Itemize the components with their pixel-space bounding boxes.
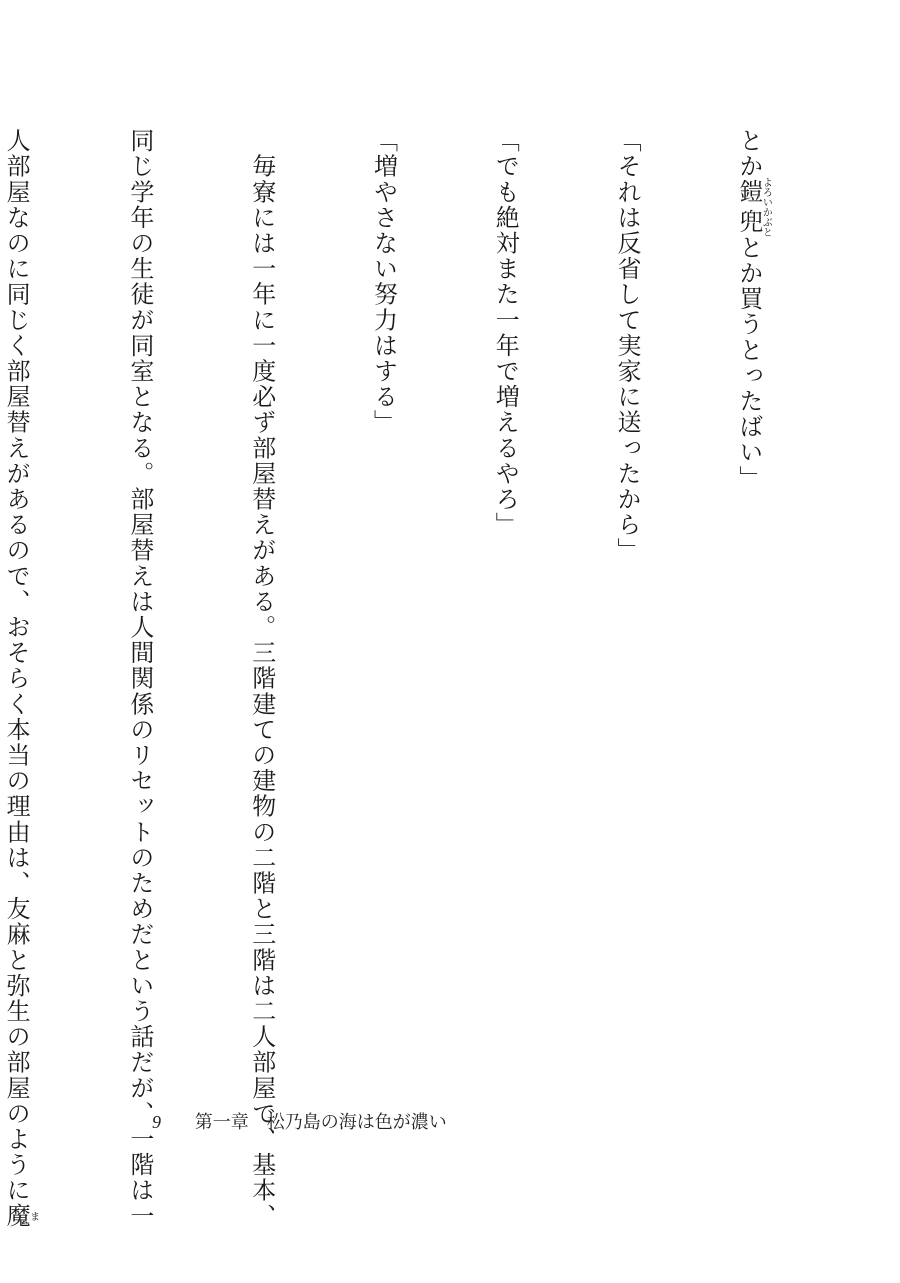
text-line: [728, 128, 771, 1058]
chapter-title: 第一章 松乃島の海は色が濃い: [194, 1112, 447, 1133]
page-footer: [152, 1108, 447, 1134]
text-line: 「でも絶対また一年で増えるやろ」: [491, 128, 520, 538]
ruby-ma: [2, 1203, 39, 1229]
ruby-base: 魔: [2, 1203, 31, 1229]
text-line: [0, 128, 39, 1229]
ruby-reading: よろいかぶと: [760, 177, 772, 238]
text-line: 毎寮には一年に一度必ず部屋替えがある。三階建ての建物の二階と三階は二人部屋で、基本、: [247, 128, 276, 1229]
text-line: 「それは反省して実家に送ったから」: [613, 128, 642, 564]
text-segment: とか: [734, 128, 763, 180]
ruby-reading: ま: [27, 1203, 39, 1229]
text-segment: 人部屋なのに同じく部屋替えがあるので、おそらく本当の理由は、友麻と弥生の部屋のように: [2, 128, 31, 1204]
ruby-yoroikabuto: [734, 177, 772, 238]
text-line: 「増やさない努力はする」: [369, 128, 398, 436]
page-number: 9: [152, 1112, 161, 1132]
ruby-base: 鎧兜: [734, 177, 763, 237]
text-line: 同じ学年の生徒が同室となる。部屋替えは人間関係のリセットのためだという話だが、一階は一: [125, 128, 154, 1229]
text-segment: とか買うとったばい」: [734, 234, 763, 491]
